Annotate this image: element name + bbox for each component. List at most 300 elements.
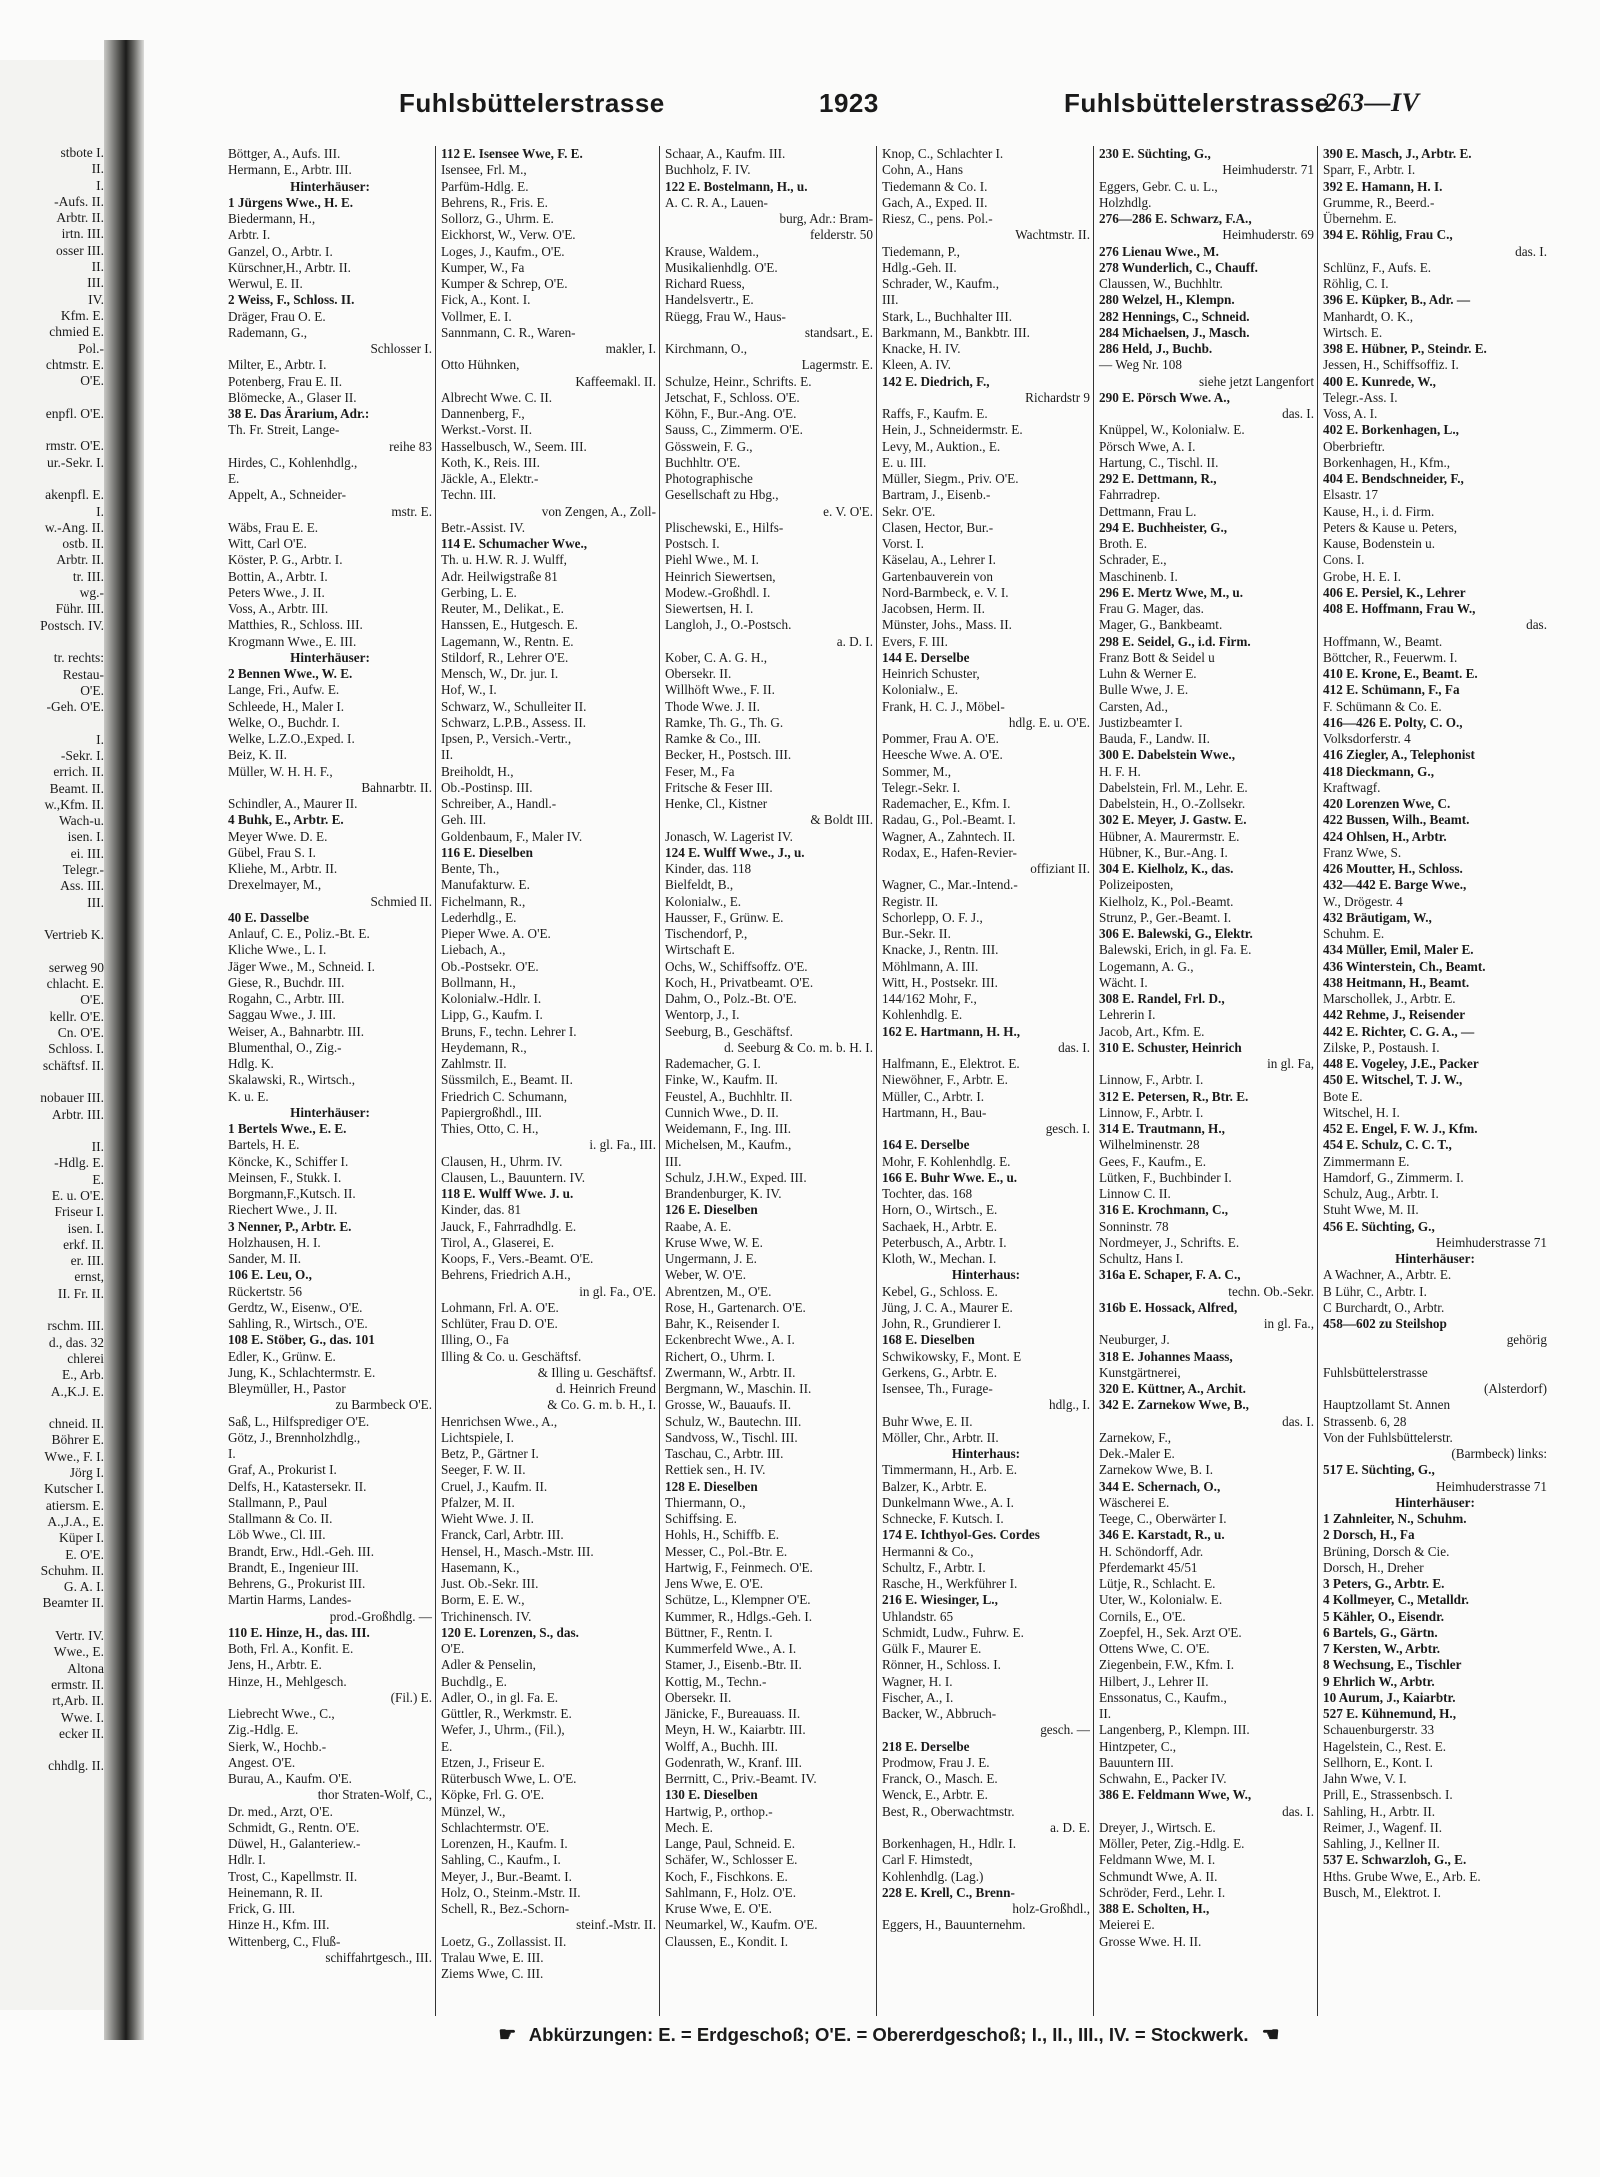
directory-entry: Thode Wwe. J. II. <box>665 698 760 714</box>
directory-entry: Rettiek sen., H. IV. <box>665 1462 766 1478</box>
directory-entry: Kottig, M., Techn.- <box>665 1673 767 1689</box>
directory-entry: 280 Welzel, H., Klempn. <box>1099 292 1235 308</box>
directory-entry: Fick, A., Kont. I. <box>441 292 531 308</box>
directory-entry: 1 Zahnleiter, N., Schuhm. <box>1323 1511 1467 1526</box>
directory-entry: 168 E. Dieselben <box>882 1332 975 1348</box>
directory-entry: Schindler, A., Maurer II. <box>228 796 358 811</box>
directory-entry: Kolonialw., E. <box>882 682 959 698</box>
directory-entry: 426 Moutter, H., Schloss. <box>1323 861 1463 876</box>
directory-entry: in gl. Fa., <box>1263 1316 1314 1331</box>
directory-entry: Frank, H. C. J., Möbel- <box>882 698 1005 714</box>
left-page-line <box>0 634 104 650</box>
directory-entry: Sachaek, H., Arbtr. E. <box>882 1218 997 1234</box>
directory-entry: Gartenbauverein von <box>882 568 993 584</box>
directory-entry: Hoffmann, W., Beamt. <box>1323 633 1443 649</box>
directory-entry: 454 E. Schulz, C. C. T., <box>1323 1137 1452 1153</box>
directory-entry: Hinterhäuser: <box>1395 1251 1475 1266</box>
directory-entry: 404 E. Bendschneider, F., <box>1323 471 1464 486</box>
directory-entry: Jäger Wwe., M., Schneid. I. <box>228 958 375 974</box>
directory-entry: 306 E. Balewski, G., Elektr. <box>1099 926 1253 941</box>
directory-entry: Kohlenhdlg. E. <box>882 1007 963 1023</box>
pointing-hand-left-icon: ☚ <box>1261 2024 1280 2046</box>
left-page-line: ernst, <box>74 1269 104 1285</box>
directory-entry: 216 E. Wiesinger, L., <box>882 1592 998 1608</box>
directory-entry: Jauck, F., Fahrradhdlg. E. <box>441 1218 577 1234</box>
directory-entry: Photographische <box>665 471 753 486</box>
left-page-line <box>0 1302 104 1318</box>
directory-entry: (Fil.) E. <box>390 1689 432 1705</box>
directory-entry: 310 E. Schuster, Heinrich <box>1099 1039 1242 1055</box>
directory-entry: Neuburger, J. <box>1099 1332 1170 1348</box>
directory-entry: Dunkelmann Wwe., A. I. <box>882 1494 1014 1510</box>
directory-entry: 396 E. Küpker, B., Adr. — <box>1323 292 1471 308</box>
directory-entry: von Zengen, A., Zoll- <box>541 503 656 519</box>
directory-entry: Albrecht Wwe. C. II. <box>441 389 553 405</box>
directory-entry: Dek.-Maler E. <box>1099 1446 1175 1461</box>
directory-entry: Schwahn, E., Packer IV. <box>1099 1771 1227 1786</box>
left-page-line: erkf. II. <box>63 1236 104 1252</box>
directory-entry: Dr. med., Arzt, O'E. <box>228 1803 333 1819</box>
directory-entry: Hinterhäuser: <box>1395 1494 1475 1510</box>
directory-entry: Düwel, H., Galanteriew.- <box>228 1836 361 1851</box>
left-page-line: Beamter II. <box>42 1595 104 1611</box>
directory-entry: Ungermann, J. E. <box>665 1251 757 1266</box>
directory-entry: Köster, P. G., Arbtr. I. <box>228 552 343 568</box>
directory-entry: 424 Ohlsen, H., Arbtr. <box>1323 828 1447 844</box>
directory-entry: 276—286 E. Schwarz, F.A., <box>1099 211 1252 226</box>
directory-entry: Röhlig, C. I. <box>1323 276 1389 291</box>
left-page-line: chmied E. <box>49 324 104 340</box>
directory-entry: Maschinenb. I. <box>1099 568 1178 584</box>
directory-entry: Lagermstr. E. <box>801 357 873 373</box>
directory-entry: Wenck, E., Arbtr. E. <box>882 1787 988 1803</box>
directory-entry: burg, Adr.: Bram- <box>779 211 873 226</box>
directory-entry: Buchdlg., E. <box>441 1673 507 1689</box>
directory-entry: Weiser, A., Bahnarbtr. III. <box>228 1023 365 1039</box>
directory-entry: (Alsterdorf) <box>1484 1381 1547 1396</box>
directory-entry: Bottin, A., Arbtr. I. <box>228 568 328 584</box>
directory-entry: Zarnekow, F., <box>1099 1429 1172 1445</box>
directory-entry: Franck, Carl, Arbtr. III. <box>441 1527 564 1543</box>
directory-entry: Isensee, Frl. M., <box>441 162 527 178</box>
directory-entry: Fahrradrep. <box>1099 487 1161 503</box>
directory-entry: Holz, O., Steinm.-Mstr. II. <box>441 1884 581 1900</box>
directory-entry: Cons. I. <box>1323 552 1365 568</box>
directory-entry: Berrnitt, C., Priv.-Beamt. IV. <box>665 1771 817 1786</box>
directory-entry: in gl. Fa, <box>1267 1056 1314 1071</box>
directory-entry: Jäckle, A., Elektr.- <box>441 471 539 486</box>
left-page-line: Arbtr. II. <box>56 552 104 568</box>
directory-entry: Schultz, F., Arbtr. I. <box>882 1559 986 1575</box>
directory-entry: Sahling, R., Wirtsch., O'E. <box>228 1316 368 1331</box>
directory-entry: Richert, O., Uhrm. I. <box>665 1348 775 1364</box>
directory-entry: 412 E. Schümann, F., Fa <box>1323 682 1460 698</box>
directory-entry: Richard Ruess, <box>665 276 745 291</box>
directory-entry: Kliche Wwe., L. I. <box>228 942 327 958</box>
left-page-line <box>0 389 104 405</box>
directory-entry: Hartwig, P., orthop.- <box>665 1803 773 1819</box>
directory-entry: felderstr. 50 <box>810 227 873 243</box>
directory-entry: Kliehe, M., Arbtr. II. <box>228 861 338 876</box>
left-page-line: osser III. <box>56 242 104 258</box>
directory-entry: Piehl Wwe., M. I. <box>665 552 759 568</box>
directory-entry: Schulz, Aug., Arbtr. I. <box>1323 1186 1439 1201</box>
directory-entry: Godenrath, W., Kranf. III. <box>665 1754 802 1770</box>
directory-entry: 390 E. Masch, J., Arbtr. E. <box>1323 146 1472 161</box>
directory-entry: Dreyer, J., Wirtsch. E. <box>1099 1819 1216 1835</box>
directory-entry: Balewski, Erich, in gl. Fa. E. <box>1099 942 1252 958</box>
directory-entry: Koch, F., Fischkons. E. <box>665 1868 788 1884</box>
directory-entry: 312 E. Petersen, R., Btr. E. <box>1099 1088 1249 1104</box>
left-page-line: ur.-Sekr. I. <box>47 454 104 470</box>
left-page-line: Vertrieb K. <box>44 927 104 943</box>
directory-entry: Reimer, J., Wagenf. II. <box>1323 1819 1443 1835</box>
directory-entry: Meyn, H. W., Kaiarbtr. III. <box>665 1722 806 1738</box>
directory-entry: 126 E. Dieselben <box>665 1202 758 1218</box>
directory-entry: Tirol, A., Glaserei, E. <box>441 1234 555 1250</box>
directory-entry: hdlg., I. <box>1048 1397 1090 1413</box>
directory-entry: 6 Bartels, G., Gärtn. <box>1323 1624 1438 1640</box>
directory-entry: Volksdorferstr. 4 <box>1323 731 1411 746</box>
directory-entry: Voss, A., Arbtr. III. <box>228 601 329 616</box>
directory-entry: Behrens, R., Fris. E. <box>441 194 548 210</box>
directory-entry: Bartels, H. E. <box>228 1137 300 1153</box>
directory-entry: Ramke, Th. G., Th. G. <box>665 714 784 730</box>
directory-entry: 40 E. Dasselbe <box>228 909 309 925</box>
directory-entry: Hartwig, F., Feinmech. O'E. <box>665 1559 813 1575</box>
directory-entry: & Illing u. Geschäftsf. <box>537 1364 656 1380</box>
left-page-line: III. <box>87 275 104 291</box>
directory-entry: Cunnich Wwe., D. II. <box>665 1104 779 1120</box>
directory-entry: Böttcher, R., Feuerwm. I. <box>1323 649 1458 665</box>
directory-entry: Schlüter, Frau D. O'E. <box>441 1316 558 1331</box>
directory-entry: Jahn Wwe, V. I. <box>1323 1771 1407 1786</box>
directory-entry: Fritsche & Feser III. <box>665 779 773 795</box>
directory-entry: Hinterhäuser: <box>290 178 370 194</box>
directory-entry: Pferdemarkt 45/51 <box>1099 1559 1198 1575</box>
left-page-line: IV. <box>88 291 104 307</box>
directory-entry: Wäscherei E. <box>1099 1494 1170 1510</box>
directory-entry: Jacob, Art., Kfm. E. <box>1099 1023 1205 1039</box>
directory-entry: Lange, Paul, Schneid. E. <box>665 1836 796 1851</box>
directory-entry: Enssonatus, C., Kaufm., <box>1099 1689 1227 1705</box>
directory-entry: H. F. H. <box>1099 763 1141 779</box>
directory-entry: 398 E. Hübner, P., Steindr. E. <box>1323 341 1487 356</box>
directory-entry: Dorsch, H., Dreher <box>1323 1559 1424 1575</box>
directory-entry: Koth, K., Reis. III. <box>441 454 540 470</box>
directory-entry: Appelt, A., Schneider- <box>228 487 347 503</box>
left-page-line: Wwe. I. <box>60 1709 104 1725</box>
directory-entry: Timmermann, H., Arb. E. <box>882 1462 1018 1478</box>
directory-entry: Schaar, A., Kaufm. III. <box>665 146 786 161</box>
directory-entry: Stallmann & Co. II. <box>228 1511 333 1526</box>
header-street-left: Fuhlsbüttelerstrasse <box>399 88 665 118</box>
directory-entry: Adler & Penselin, <box>441 1657 536 1673</box>
directory-entry: Brüning, Dorsch & Cie. <box>1323 1543 1450 1559</box>
directory-entry: 517 E. Süchting, G., <box>1323 1462 1435 1478</box>
directory-entry: Carl F. Himstedt, <box>882 1852 973 1868</box>
directory-entry: Matthies, R., Schloss. III. <box>228 617 363 633</box>
directory-entry: Schlachtermstr. O'E. <box>441 1819 550 1835</box>
left-page-line: tr. III. <box>72 568 104 584</box>
directory-entry: 442 E. Richter, C. G. A., — <box>1323 1023 1475 1039</box>
directory-entry: Blömecke, A., Glaser II. <box>228 389 357 405</box>
directory-entry: Kolonialw., E. <box>665 893 742 909</box>
directory-entry: Sellhorn, E., Kont. I. <box>1323 1754 1433 1770</box>
directory-entry: Angest. O'E. <box>228 1754 296 1770</box>
directory-entry: Sahling, J., Kellner II. <box>1323 1836 1440 1851</box>
directory-entry: Rademacher, E., Kfm. I. <box>882 796 1011 811</box>
directory-entry: Stark, L., Buchhalter III. <box>882 308 1013 324</box>
directory-entry: Fuhlsbüttelerstrasse <box>1323 1364 1428 1380</box>
directory-entry: 432—442 E. Barge Wwe., <box>1323 877 1467 893</box>
directory-entry: Knüppel, W., Kolonialw. E. <box>1099 422 1245 438</box>
directory-entry: Hartmann, H., Bau- <box>882 1104 987 1120</box>
directory-entry: Jüng, J. C. A., Maurer E. <box>882 1299 1013 1315</box>
directory-entry: B Lühr, C., Arbtr. I. <box>1323 1283 1427 1299</box>
directory-entry: Bur.-Sekr. II. <box>882 926 951 941</box>
directory-entry: Zimmermann E. <box>1323 1153 1410 1169</box>
directory-entry: Milter, E., Arbtr. I. <box>228 357 327 373</box>
directory-entry: Krause, Waldem., <box>665 243 759 259</box>
directory-entry: Kleen, A. IV. <box>882 357 951 373</box>
directory-entry: Claussen, W., Buchhltr. <box>1099 276 1223 291</box>
directory-entry: Jessen, H., Schiffsoffiz. I. <box>1323 357 1459 373</box>
directory-entry: Köpke, Frl. G. O'E. <box>441 1787 545 1803</box>
directory-entry: Vollmer, E. I. <box>441 308 512 324</box>
left-page-line: A.,K.J. E. <box>50 1383 104 1399</box>
directory-entry: Reuter, M., Delikat., E. <box>441 601 564 616</box>
directory-entry: Michelsen, M., Kaufm., <box>665 1137 792 1153</box>
directory-entry: Holzhdlg. <box>1099 194 1152 210</box>
left-page-line <box>0 911 104 927</box>
directory-entry: Edler, K., Grünw. E. <box>228 1348 336 1364</box>
directory-entry: Obersekr. II. <box>665 666 732 681</box>
directory-entry: Hths. Grube Wwe, E., Arb. E. <box>1323 1868 1481 1884</box>
directory-entry: Hagelstein, C., Rest. E. <box>1323 1738 1447 1754</box>
directory-entry: 308 E. Randel, Frl. D., <box>1099 991 1225 1006</box>
left-page-line: Führ. III. <box>55 601 104 617</box>
directory-entry: Schmied II. <box>370 893 432 909</box>
directory-entry: Polizeiposten, <box>1099 877 1174 893</box>
directory-entry: Ottens Wwe, C. O'E. <box>1099 1641 1210 1656</box>
directory-entry: Levy, M., Auktion., E. <box>882 438 1001 454</box>
directory-entry: Hasselbusch, W., Seem. III. <box>441 438 587 454</box>
directory-entry: Lagemann, W., Rentn. E. <box>441 633 574 649</box>
page-header <box>144 88 1564 122</box>
directory-entry: Schultz, Hans I. <box>1099 1251 1184 1266</box>
directory-entry: Best, R., Oberwachtmstr. <box>882 1803 1015 1819</box>
directory-entry: Anlauf, C. E., Poliz.-Bt. E. <box>228 926 370 941</box>
directory-entry: Langloh, J., O.-Postsch. <box>665 617 792 633</box>
directory-entry: 410 E. Krone, E., Beamt. E. <box>1323 666 1478 681</box>
directory-entry: Evers, F. III. <box>882 633 948 649</box>
directory-entry: 114 E. Schumacher Wwe., <box>441 536 588 551</box>
directory-entry: Heinrich Siewertsen, <box>665 568 776 584</box>
directory-entry: Schmidt, Ludw., Fuhrw. E. <box>882 1624 1024 1640</box>
directory-column-2 <box>437 146 660 2016</box>
directory-entry: d. Seeburg & Co. m. b. H. I. <box>724 1039 873 1055</box>
left-page-line: Vertr. IV. <box>55 1628 104 1644</box>
directory-entry: 316b E. Hossack, Alfred, <box>1099 1299 1238 1315</box>
directory-entry: 346 E. Karstadt, R., u. <box>1099 1527 1225 1543</box>
left-page-line: Wwe., F. I. <box>44 1448 104 1464</box>
directory-entry: Bote E. <box>1323 1088 1363 1104</box>
directory-entry: 124 E. Wulff Wwe., J., u. <box>665 844 805 860</box>
directory-entry: 416—426 E. Polty, C. O., <box>1323 714 1463 730</box>
directory-entry: Elsastr. 17 <box>1323 487 1378 503</box>
directory-entry: II. <box>441 747 454 763</box>
directory-entry: Clausen, H., Uhrm. IV. <box>441 1153 563 1169</box>
directory-entry: Teege, C., Oberwärter I. <box>1099 1511 1227 1526</box>
directory-entry: Witschel, H. I. <box>1323 1104 1400 1120</box>
directory-entry: Sekr. O'E. <box>882 503 936 519</box>
directory-entry: Kummer, R., Hdlgs.-Geh. I. <box>665 1608 813 1624</box>
directory-entry: Wittenberg, C., Fluß- <box>228 1933 341 1949</box>
directory-entry: Saggau Wwe., J. III. <box>228 1007 336 1023</box>
directory-entry: Bauuntern III. <box>1099 1754 1174 1770</box>
directory-entry: Sander, M. II. <box>228 1251 302 1266</box>
left-page-line: schäftsf. II. <box>42 1057 104 1073</box>
left-page-line: er. III. <box>70 1253 104 1269</box>
directory-entry: e. V. O'E. <box>823 503 873 519</box>
directory-entry: 276 Lienau Wwe., M. <box>1099 243 1219 259</box>
directory-entry: 7 Kersten, W., Arbtr. <box>1323 1641 1441 1656</box>
directory-entry: Dräger, Frau O. E. <box>228 308 326 324</box>
directory-entry: Rademacher, G. I. <box>665 1056 761 1071</box>
directory-entry: 394 E. Röhlig, Frau C., <box>1323 227 1453 243</box>
directory-entry: 230 E. Süchting, G., <box>1099 146 1211 161</box>
left-page-line: G. A. I. <box>63 1579 104 1595</box>
directory-entry: Hof, W., I. <box>441 682 497 698</box>
directory-entry: — Weg Nr. 108 <box>1099 357 1182 373</box>
directory-entry: Schwarz, W., Schulleiter II. <box>441 698 587 714</box>
directory-entry: Pommer, Frau A. O'E. <box>882 731 999 746</box>
directory-entry: W., Drögestr. 4 <box>1323 893 1403 909</box>
directory-entry: Lichtspiele, I. <box>441 1429 514 1445</box>
directory-entry: Weidemann, F., Ing. III. <box>665 1121 792 1136</box>
directory-entry: 2 Bennen Wwe., W. E. <box>228 666 353 681</box>
directory-entry: Siewertsen, H. I. <box>665 601 754 616</box>
directory-entry: Friedrich C. Schumann, <box>441 1088 567 1104</box>
directory-entry: Lange, Fri., Aufw. E. <box>228 682 340 698</box>
left-page-line: -Geh. O'E. <box>46 699 104 715</box>
left-page-line <box>0 1123 104 1139</box>
directory-entry: 122 E. Bostelmann, H., u. <box>665 178 808 194</box>
directory-entry: Lütje, R., Schlacht. E. <box>1099 1576 1216 1591</box>
directory-entry: Jänicke, F., Bureauass. II. <box>665 1706 801 1721</box>
directory-entry: Kober, C. A. G. H., <box>665 649 768 665</box>
directory-entry: Linnow, F., Arbtr. I. <box>1099 1104 1204 1120</box>
left-page-line: Wach-u. <box>58 813 104 829</box>
left-page-line: Wwe., E. <box>53 1644 104 1660</box>
directory-entry: Köhn, F., Bur.-Ang. O'E. <box>665 406 797 421</box>
directory-entry: hdlg. E. u. O'E. <box>1008 714 1090 730</box>
directory-entry: Heinemann, R. II. <box>228 1884 323 1900</box>
directory-entry: Cruel, J., Kaufm. II. <box>441 1478 548 1494</box>
directory-entry: Schrader, E., <box>1099 552 1167 568</box>
left-page-line: ostb. II. <box>62 536 104 552</box>
directory-entry: 284 Michaelsen, J., Masch. <box>1099 324 1250 340</box>
directory-entry: 344 E. Schernach, O., <box>1099 1478 1221 1494</box>
directory-entry: Heimhuderstr. 69 <box>1222 227 1314 243</box>
directory-entry: Taschau, C., Arbtr. III. <box>665 1446 784 1461</box>
directory-entry: i. gl. Fa., III. <box>589 1137 656 1153</box>
directory-entry: Hermanni & Co., <box>882 1543 974 1559</box>
directory-entry: Strassenb. 6, 28 <box>1323 1413 1407 1429</box>
directory-entry: 400 E. Kunrede, W., <box>1323 373 1436 389</box>
directory-entry: Ziems Wwe, C. III. <box>441 1966 544 1981</box>
left-page-line: Cn. O'E. <box>57 1025 104 1041</box>
directory-entry: Meyer, J., Bur.-Beamt. I. <box>441 1868 572 1884</box>
left-page-line: atiersm. E. <box>45 1497 104 1513</box>
directory-entry: Stamer, J., Eisenb.-Btr. II. <box>665 1657 802 1673</box>
directory-entry: Gesellschaft zu Hbg., <box>665 487 779 503</box>
directory-entry: Pörsch Wwe, A. I. <box>1099 438 1196 454</box>
directory-entry: Lehrerin I. <box>1099 1007 1156 1023</box>
directory-entry: Cornils, E., O'E. <box>1099 1608 1186 1624</box>
directory-entry: Dahm, O., Polz.-Bt. O'E. <box>665 991 797 1006</box>
directory-entry: Rose, H., Gartenarch. O'E. <box>665 1299 806 1315</box>
directory-entry: 300 E. Dabelstein Wwe., <box>1099 747 1236 763</box>
left-page-line: I. <box>96 731 104 747</box>
directory-entry: Techn. III. <box>441 487 497 503</box>
directory-entry: Stildorf, R., Lehrer O'E. <box>441 649 569 665</box>
directory-entry: Goldenbaum, F., Maler IV. <box>441 828 583 844</box>
left-page-line: Schuhm. II. <box>40 1562 104 1578</box>
directory-entry: Hilbert, J., Lehrer II. <box>1099 1673 1209 1689</box>
left-page-line: rmstr. O'E. <box>45 438 104 454</box>
directory-entry: Tralau Wwe, E. III. <box>441 1949 544 1965</box>
left-page-line: E., Arb. <box>62 1367 104 1383</box>
directory-entry: Welke, L.Z.O.,Exped. I. <box>228 731 355 746</box>
directory-entry: Meyer Wwe. D. E. <box>228 828 328 844</box>
directory-entry: Drexelmayer, M., <box>228 877 322 893</box>
directory-entry: Sparr, F., Arbtr. I. <box>1323 162 1416 178</box>
directory-entry: Hartung, C., Tischl. II. <box>1099 454 1219 470</box>
directory-entry: Hinterhaus: <box>951 1267 1021 1283</box>
directory-entry: Richardstr 9 <box>1025 389 1090 405</box>
directory-entry: Schmundt Wwe, A. II. <box>1099 1868 1218 1884</box>
directory-entry: Willhöft Wwe., F. II. <box>665 682 775 698</box>
directory-entry: 108 E. Stöber, G., das. 101 <box>228 1332 375 1348</box>
left-page-line: I. <box>96 503 104 519</box>
directory-entry: Linnow C. II. <box>1099 1186 1171 1201</box>
directory-entry: Kunstgärtnerei, <box>1099 1364 1181 1380</box>
directory-entry: 416 Ziegler, A., Telephonist <box>1323 747 1475 763</box>
directory-entry: Riesz, C., pens. Pol.- <box>882 211 993 226</box>
directory-entry: Schnecke, F. Kutsch. I. <box>882 1511 1004 1526</box>
directory-entry: Seeburg, B., Geschäftsf. <box>665 1023 793 1039</box>
directory-entry: Peterbusch, A., Arbtr. I. <box>882 1234 1007 1250</box>
left-page-line <box>0 944 104 960</box>
left-page-line: II. <box>91 259 104 275</box>
left-page-line: chtmstr. E. <box>45 356 104 372</box>
directory-entry: Borkenhagen, H., Kfm., <box>1323 454 1451 470</box>
directory-entry: Schreiber, A., Handl.- <box>441 796 557 811</box>
directory-entry: Justizbeamter I. <box>1099 714 1183 730</box>
directory-entry: Riechert Wwe., J. II. <box>228 1202 338 1218</box>
directory-entry: Büttner, F., Rentn. I. <box>665 1624 773 1640</box>
directory-entry: Tiedemann & Co. I. <box>882 178 988 194</box>
directory-entry: Behrens, G., Prokurist III. <box>228 1576 366 1591</box>
directory-entry: Rückertstr. 56 <box>228 1283 302 1299</box>
directory-entry: F. Schümann & Co. E. <box>1323 698 1442 714</box>
left-page-line: II. Fr. II. <box>57 1285 104 1301</box>
directory-entry: Tiedemann, P., <box>882 243 960 259</box>
directory-entry: Voss, A. I. <box>1323 406 1378 421</box>
directory-entry: Pfalzer, M. II. <box>441 1494 515 1510</box>
